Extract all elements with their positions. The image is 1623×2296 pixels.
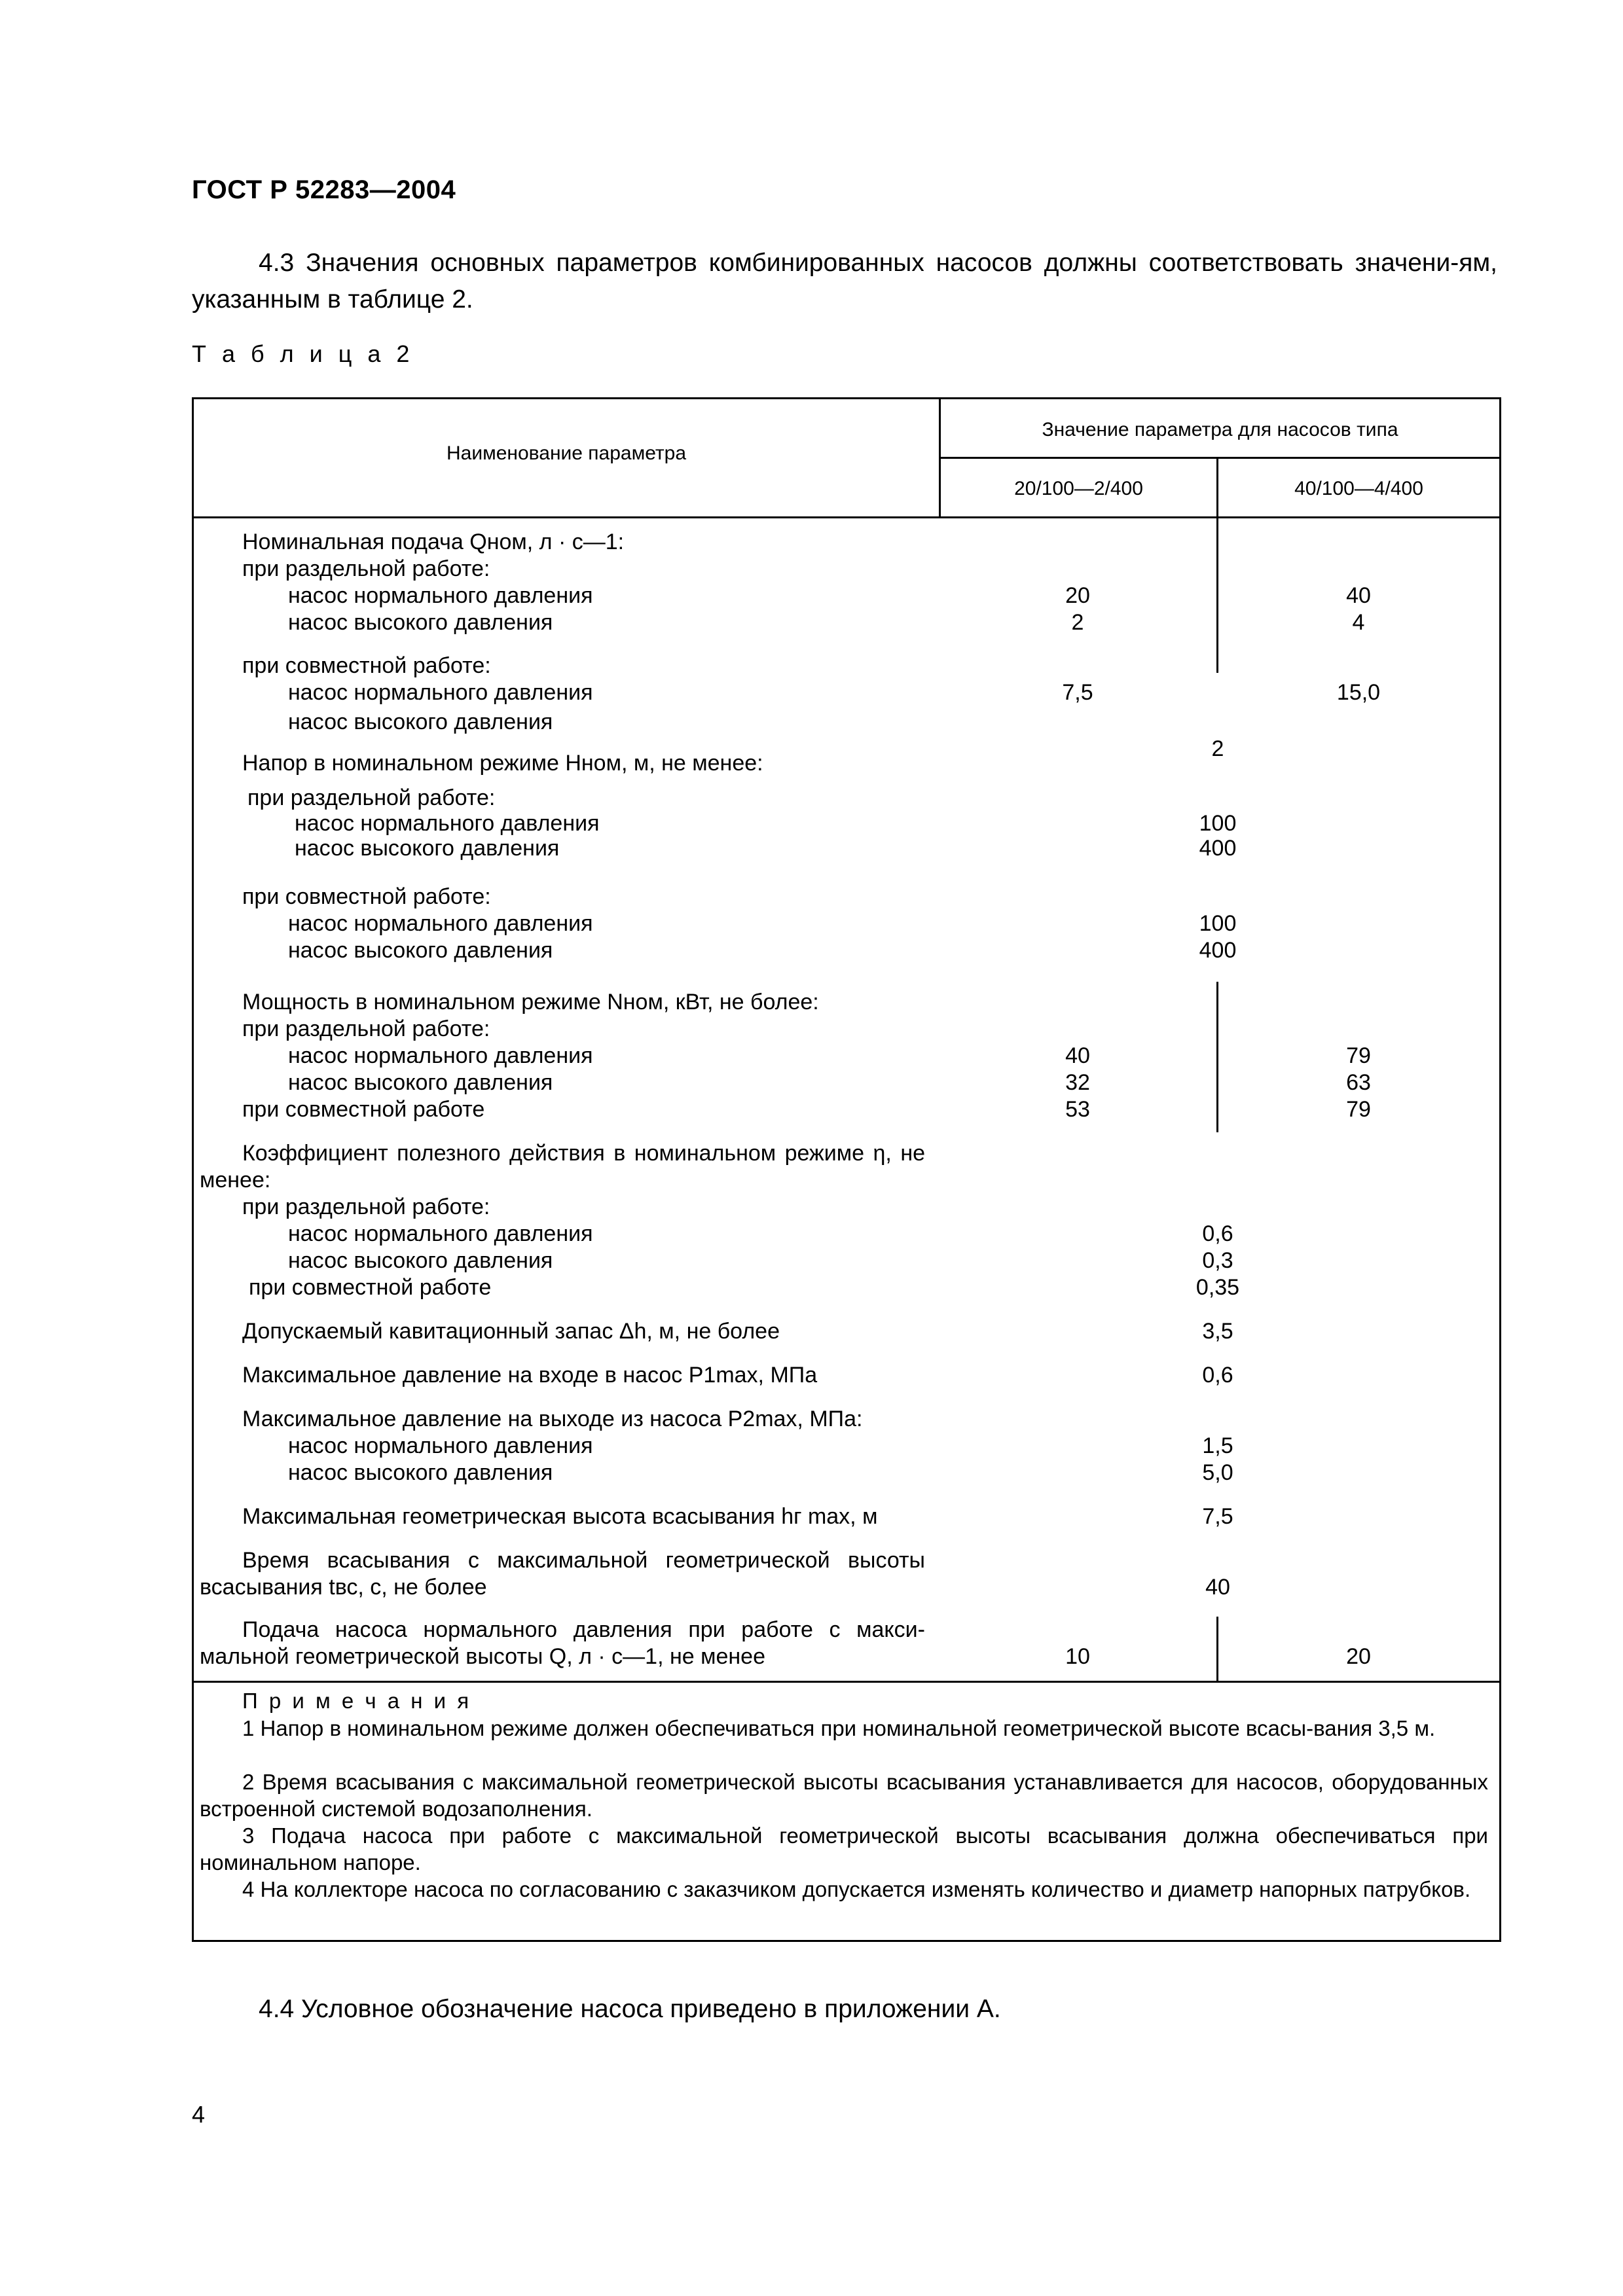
row-label-normal-pump: насос нормального давления — [288, 1221, 593, 1246]
row-label-flow-max-height: Подача насоса нормального давления при работе с макси-мальной геометрической высоты Q, л · с—1, не менее — [200, 1617, 925, 1669]
row-label-high-pump: насос высокого давления — [288, 1070, 553, 1095]
row-label-normal-pump: насос нормального давления — [288, 911, 593, 936]
value-cell: 0,6 — [1202, 1363, 1233, 1388]
header-bottom-border — [192, 516, 1501, 518]
value-cell: 53 — [1065, 1097, 1090, 1122]
row-label-high-pump: насос высокого давления — [288, 938, 553, 963]
value-cell: 1,5 — [1202, 1433, 1233, 1458]
value-cell: 2 — [1071, 610, 1084, 635]
row-label-nominal-power: Мощность в номинальном режиме Nном, кВт, не более: — [242, 990, 819, 1014]
value-cell: 20 — [1065, 583, 1090, 608]
row-label-separate: при раздельной работе: — [242, 556, 490, 581]
header-value-group: Значение параметра для насосов типа — [1042, 419, 1398, 440]
value-cell: 2 — [1211, 736, 1224, 761]
row-label-npsh: Допускаемый кавитационный запас Δh, м, не более — [242, 1319, 780, 1344]
value-cell: 0,35 — [1195, 1275, 1240, 1300]
row-label-inlet-pressure: Максимальное давление на входе в насос P1max, МПа — [242, 1363, 818, 1388]
row-label-joint: при совместной работе: — [242, 884, 491, 909]
table-caption: Т а б л и ц а 2 — [192, 340, 414, 367]
value-cell: 15,0 — [1336, 680, 1381, 705]
note-2: 2 Время всасывания с максимальной геометрической высоты всасывания устанавливается для насосов, оборудованных встроенной системой водозаполнения. — [200, 1770, 1488, 1821]
note-4: 4 На коллекторе насоса по согласованию с заказчиком допускается изменять количество и диаметр напорных патрубков. — [242, 1877, 1471, 1901]
row-label-high-pump: насос высокого давления — [288, 1460, 553, 1485]
page-number: 4 — [192, 2101, 206, 2128]
row-label-separate: при раздельной работе: — [242, 1194, 490, 1219]
row-label-efficiency: Коэффициент полезного действия в номинальном режиме η, не менее: — [200, 1141, 925, 1193]
note-1: 1 Напор в номинальном режиме должен обеспечиваться при номинальной геометрической высоте всасы-вания 3,5 м. — [242, 1716, 1436, 1740]
row-label-joint: при совместной работе: — [242, 653, 491, 678]
document-title: ГОСТ Р 52283—2004 — [192, 175, 456, 204]
row-label-high-pump: насос высокого давления — [288, 610, 553, 635]
value-cell: 400 — [1199, 836, 1237, 861]
row-label-normal-pump: насос нормального давления — [295, 811, 600, 836]
value-cell: 7,5 — [1202, 1504, 1233, 1529]
row-label-joint: при совместной работе — [249, 1275, 492, 1300]
row-label-separate: при раздельной работе: — [247, 785, 496, 810]
paragraph-4-4: 4.4 Условное обозначение насоса приведено в приложении А. — [259, 1995, 1001, 2023]
col-divider-flow — [1216, 518, 1218, 673]
value-cell: 79 — [1346, 1043, 1371, 1068]
header-param-name: Наименование параметра — [446, 442, 687, 464]
value-cell: 4 — [1352, 610, 1365, 635]
col-divider-power — [1216, 982, 1218, 1132]
header-group-divider — [939, 457, 1501, 459]
value-cell: 0,3 — [1202, 1248, 1233, 1273]
row-label-normal-pump: насос нормального давления — [288, 1043, 593, 1068]
paragraph-4-3: 4.3 Значения основных параметров комбинированных насосов должны соответствовать значени-ям, указанным в таблице 2. — [192, 249, 1497, 314]
value-cell: 40 — [1346, 583, 1371, 608]
header-col-b: 40/100—4/400 — [1294, 478, 1423, 499]
value-cell: 100 — [1199, 811, 1237, 836]
row-label-high-pump: насос высокого давления — [288, 709, 553, 734]
value-cell: 63 — [1346, 1070, 1371, 1095]
row-label-normal-pump: насос нормального давления — [288, 583, 593, 608]
row-label-outlet-pressure: Максимальное давление на выходе из насоса P2max, МПа: — [242, 1407, 863, 1431]
table-border-left — [192, 397, 194, 1942]
value-cell: 20 — [1346, 1644, 1371, 1669]
row-label-nominal-head: Напор в номинальном режиме Нном, м, не менее: — [242, 751, 763, 776]
row-label-high-pump: насос высокого давления — [295, 836, 560, 861]
value-cell: 79 — [1346, 1097, 1371, 1122]
table-border-top — [192, 397, 1501, 399]
row-label-suction-time: Время всасывания с максимальной геометрической высоты всасывания tвс, с, не более — [200, 1548, 925, 1600]
notes-divider — [192, 1681, 1501, 1683]
value-cell: 3,5 — [1202, 1319, 1233, 1344]
header-col-a: 20/100—2/400 — [1014, 478, 1143, 499]
value-cell: 7,5 — [1062, 680, 1093, 705]
notes-title: П р и м е ч а н и я — [242, 1689, 472, 1713]
row-label-normal-pump: насос нормального давления — [288, 1433, 593, 1458]
row-label-high-pump: насос высокого давления — [288, 1248, 553, 1273]
table-border-right — [1499, 397, 1501, 1942]
value-cell: 32 — [1065, 1070, 1090, 1095]
note-3: 3 Подача насоса при работе с максимальной геометрической высоты всасывания должна обеспечиваться при номинальном напоре. — [200, 1823, 1488, 1874]
value-cell: 40 — [1205, 1575, 1230, 1600]
col-divider-last — [1216, 1617, 1218, 1681]
value-cell: 0,6 — [1202, 1221, 1233, 1246]
row-label-separate: при раздельной работе: — [242, 1016, 490, 1041]
table-border-bottom — [192, 1940, 1501, 1942]
row-label-normal-pump: насос нормального давления — [288, 680, 593, 705]
row-label-joint: при совместной работе — [242, 1097, 485, 1122]
row-label-suction-height: Максимальная геометрическая высота всасывания hг max, м — [242, 1504, 878, 1529]
value-cell: 10 — [1065, 1644, 1090, 1669]
value-cell: 40 — [1065, 1043, 1090, 1068]
row-label-nominal-flow: Номинальная подача Qном, л · с—1: — [242, 529, 625, 554]
value-cell: 100 — [1199, 911, 1237, 936]
value-cell: 5,0 — [1202, 1460, 1233, 1485]
value-cell: 400 — [1199, 938, 1237, 963]
